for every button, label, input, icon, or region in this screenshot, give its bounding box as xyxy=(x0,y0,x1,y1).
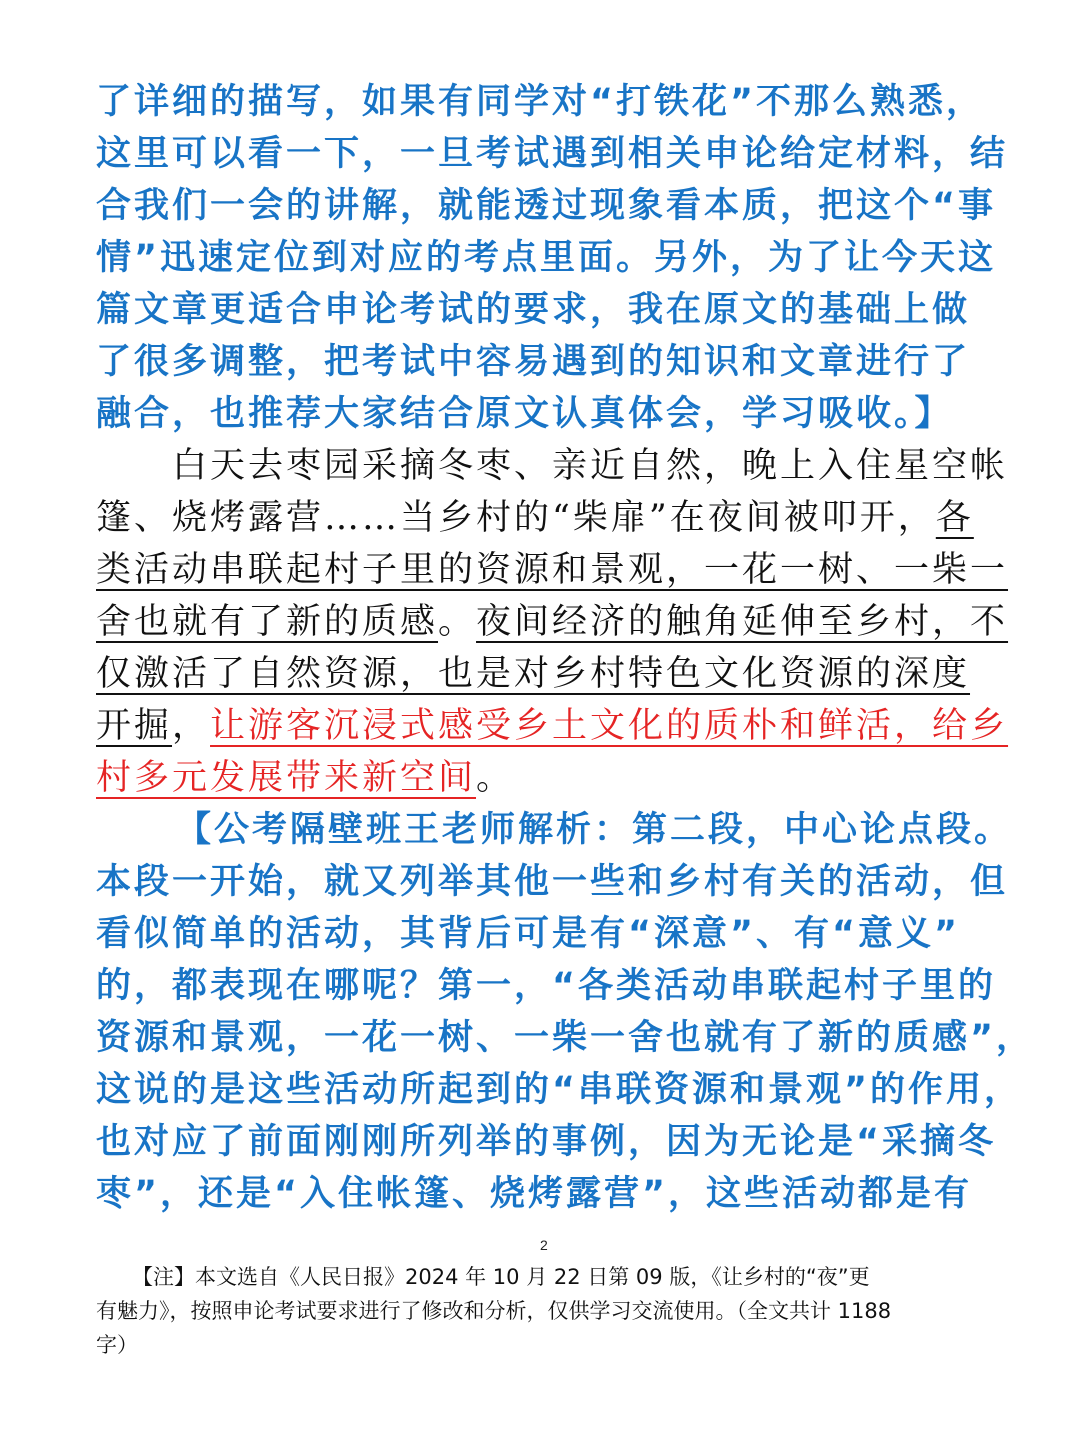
footnote-line-2: 有魅力》，按照申论考试要求进行了修改和分析，仅供学习交流使用。（全文共计 1188 xyxy=(96,1299,892,1323)
analysis-line-7: 融合，也推荐大家结合原文认真体会，学习吸收。】 xyxy=(96,394,953,434)
body-text: 。 xyxy=(438,602,477,642)
analysis2-line-2: 本段一开始，就又列举其他一些和乡村有关的活动，但 xyxy=(96,862,1009,902)
analysis2-line-4: 的，都表现在哪呢？第一，“各类活动串联起村子里的 xyxy=(96,966,997,1006)
underlined-text: 仅激活了自然资源，也是对乡村特色文化资源的深度 xyxy=(96,654,971,694)
analysis-line-4: 情”迅速定位到对应的考点里面。另外，为了让今天这 xyxy=(96,238,997,278)
body-text: 白天去枣园采摘冬枣、亲近自然，晚上入住星空帐 xyxy=(172,446,1009,486)
body-text: 篷、烧烤露营……当乡村的“柴扉”在夜间被叩开， xyxy=(96,498,936,538)
analysis2-line-6: 这说的是这些活动所起到的“串联资源和景观”的作用， xyxy=(96,1070,1023,1110)
red-highlight-text: 村多元发展带来新空间 xyxy=(96,758,477,798)
body-line-7 xyxy=(96,752,986,804)
underlined-text: 夜间经济的触角延伸至乡村，不 xyxy=(476,602,1009,642)
red-highlight-text: 让游客沉浸式感受乡土文化的质朴和鲜活，给乡 xyxy=(210,706,1009,746)
underlined-text: 开掘 xyxy=(96,706,173,746)
underlined-text: 舍也就有了新的质感 xyxy=(96,602,439,642)
analysis2-line-3: 看似简单的活动，其背后可是有“深意”、有“意义” xyxy=(96,914,961,954)
body-line-5 xyxy=(96,648,986,700)
underlined-text: 类活动串联起村子里的资源和景观，一花一树、一柴一 xyxy=(96,550,1009,590)
analysis2-line-5: 资源和景观，一花一树、一柴一舍也就有了新的质感”， xyxy=(96,1018,1035,1058)
body-text: ， xyxy=(172,706,211,746)
analysis-line-5: 篇文章更适合申论考试的要求，我在原文的基础上做 xyxy=(96,290,971,330)
analysis-line-6: 了很多调整，把考试中容易遇到的知识和文章进行了 xyxy=(96,342,971,382)
body-line-1 xyxy=(96,440,1009,492)
analysis2-line-7: 也对应了前面刚刚所列举的事例，因为无论是“采摘冬 xyxy=(96,1122,997,1162)
footnote-line-3: 字） xyxy=(96,1333,138,1357)
body-line-3 xyxy=(96,544,1009,596)
body-text: 。 xyxy=(476,758,515,798)
analysis2-line-1: 【公考隔壁班王老师解析：第二段，中心论点段。 xyxy=(176,810,1013,850)
analysis2-line-8: 枣”，还是“入住帐篷、烧烤露营”，这些活动都是有 xyxy=(96,1174,973,1214)
body-line-4 xyxy=(96,596,1009,648)
analysis-line-2: 这里可以看一下，一旦考试遇到相关申论给定材料，结 xyxy=(96,134,1009,174)
body-line-6 xyxy=(96,700,1009,752)
page-number: 2 xyxy=(540,1237,548,1253)
footnote-line-1: 【注】本文选自《人民日报》2024 年 10 月 22 日第 09 版，《让乡村的“夜”更 xyxy=(132,1265,870,1289)
analysis-line-1: 了详细的描写，如果有同学对“打铁花”不那么熟悉， xyxy=(96,82,985,122)
underlined-text: 各 xyxy=(935,498,974,538)
analysis-line-3: 合我们一会的讲解，就能透过现象看本质，把这个“事 xyxy=(96,186,997,226)
body-line-2 xyxy=(96,492,986,544)
